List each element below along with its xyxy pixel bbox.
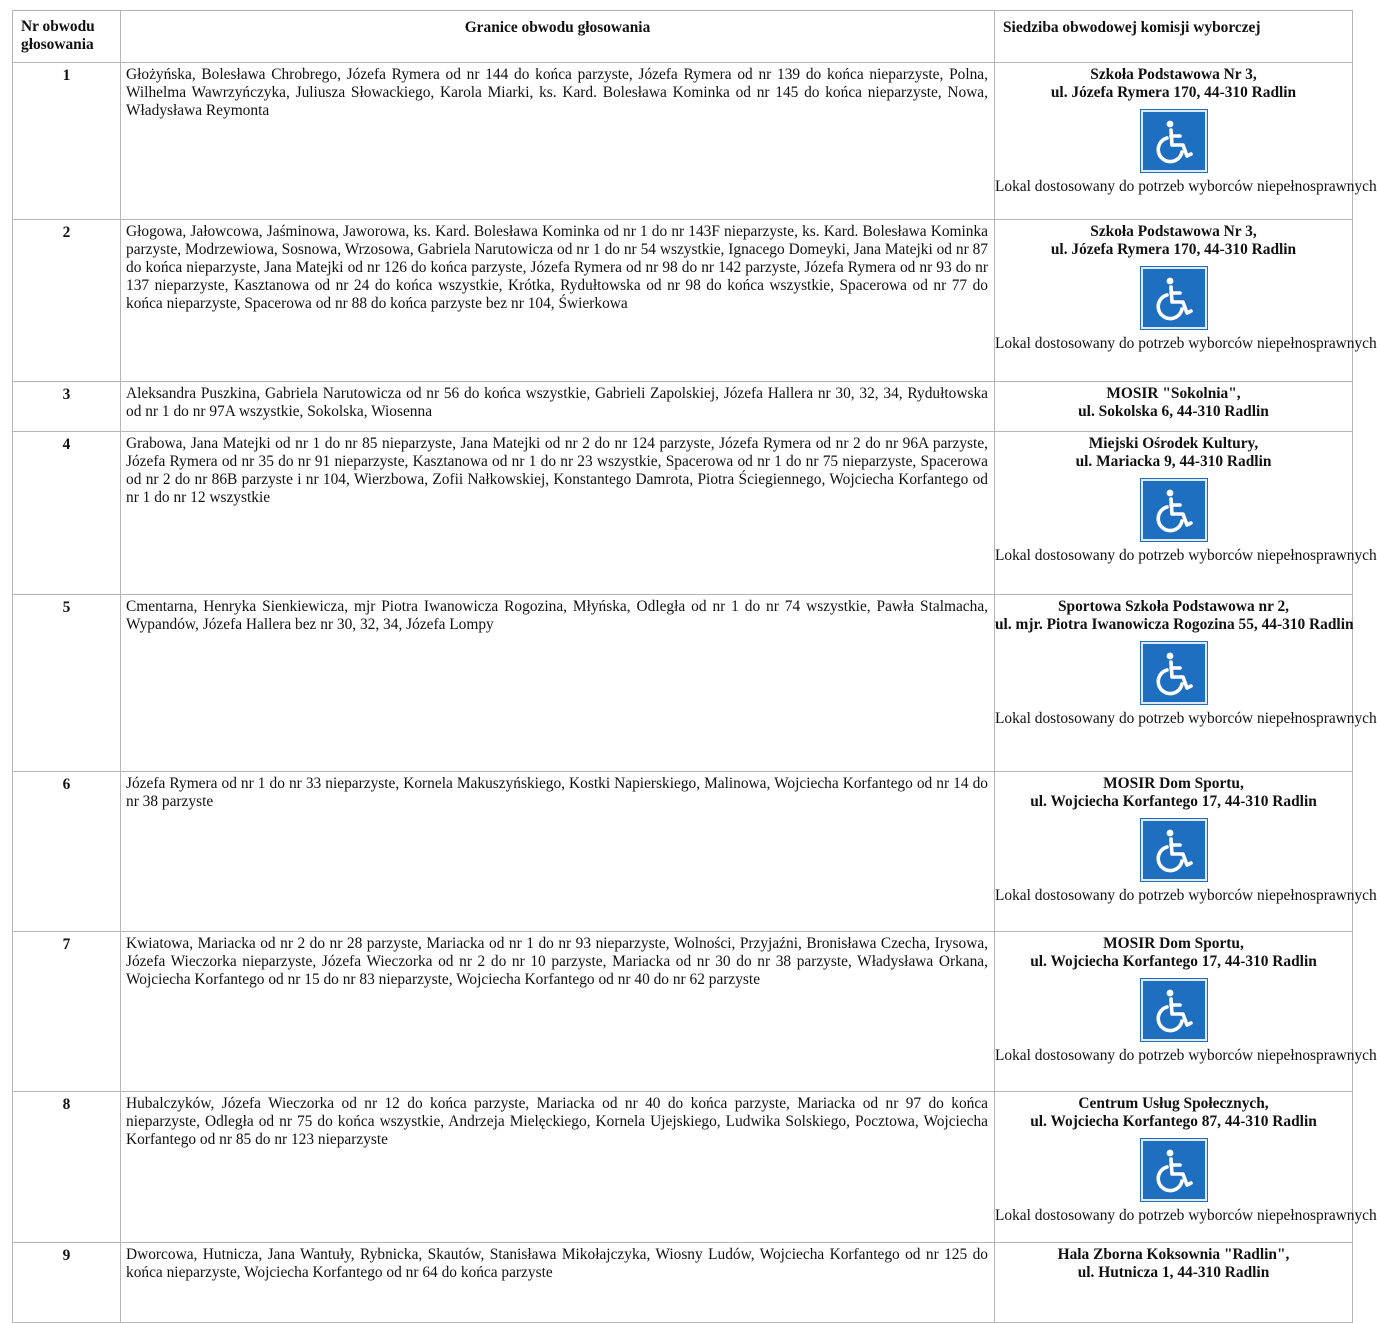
wheelchair-icon (1141, 110, 1207, 172)
table-row (13, 63, 1353, 220)
accessibility-note: Lokal dostosowany do potrzeb wyborców niepełnosprawnych (995, 178, 1377, 195)
district-number: 6 (13, 772, 121, 932)
district-number: 2 (13, 220, 121, 382)
location-address: ul. mjr. Piotra Iwanowicza Rogozina 55, 44-310 Radlin (995, 616, 1354, 633)
location-address: ul. Hutnicza 1, 44-310 Radlin (1077, 1264, 1270, 1281)
accessibility-note: Lokal dostosowany do potrzeb wyborców niepełnosprawnych (995, 1207, 1377, 1224)
location-name: MOSIR Dom Sportu, (1103, 935, 1244, 952)
district-boundaries: Grabowa, Jana Matejki od nr 1 do nr 85 nieparzyste, Jana Matejki od nr 2 do nr 124 parzyste, Józefa Rymera od nr 2 do nr 96A parzyste, Józefa Rymera od nr 35 do nr 91 nieparzyste, Kasztanowa od nr 1 do nr 23 wszystkie, Spacerowa od nr 1 do nr 75 nieparzyste, Spacerowa od nr 2 do nr 86B parzyste i nr 104, Wierzbowa, Zofii Nałkowskiej, Konstantego Damrota, Piotra Ściegiennego, Wojciecha Korfantego od nr 1 do nr 12 wszystkie (121, 432, 995, 595)
district-number: 5 (13, 595, 121, 772)
wheelchair-icon (1141, 1139, 1207, 1201)
district-number: 1 (13, 63, 121, 220)
location-name: MOSIR Dom Sportu, (1103, 775, 1244, 792)
voting-districts-document (12, 10, 1377, 1323)
voting-districts-table (12, 10, 1377, 1323)
location-name: Miejski Ośrodek Kultury, (1088, 435, 1259, 452)
wheelchair-icon (1141, 642, 1207, 704)
location-address: ul. Wojciecha Korfantego 17, 44-310 Radlin (1030, 793, 1317, 810)
district-boundaries: Hubalczyków, Józefa Wieczorka od nr 12 do końca parzyste, Mariacka od nr 40 do końca parzyste, Mariacka od nr 97 do końca nieparzyste, Odległa od nr 75 do końca wszystkie, Andrzeja Mielęckiego, Kornela Ujejskiego, Ludwika Solskiego, Pocztowa, Wojciecha Korfantego od nr 85 do nr 123 nieparzyste (121, 1092, 995, 1243)
district-boundaries: Głogowa, Jałowcowa, Jaśminowa, Jaworowa, ks. Kard. Bolesława Kominka od nr 1 do nr 143F nieparzyste, ks. Kard. Bolesława Kominka parzyste, Modrzewiowa, Sosnowa, Wrzosowa, Gabriela Narutowicza od nr 1 do nr 54 wszystkie, Ignacego Domeyki, Jana Matejki od nr 87 do końca nieparzyste, Jana Matejki od nr 126 do końca parzyste, Józefa Rymera od nr 98 do nr 142 parzyste, Józefa Rymera od nr 93 do nr 137 nieparzyste, Kasztanowa od nr 24 do końca wszystkie, Krótka, Rydułtowska od nr 98 do końca wszystkie, Spacerowa od nr 77 do końca nieparzyste, Spacerowa od nr 88 do końca parzyste bez nr 104, Świerkowa (121, 220, 995, 382)
district-number: 7 (13, 932, 121, 1092)
commission-location (995, 63, 1377, 220)
location-address: ul. Wojciecha Korfantego 17, 44-310 Radlin (1030, 953, 1317, 970)
district-boundaries: Głożyńska, Bolesława Chrobrego, Józefa Rymera od nr 144 do końca parzyste, Józefa Rymera od nr 139 do końca nieparzyste, Polna, Wilhelma Wawrzyńczyka, Juliusza Słowackiego, Karola Miarki, ks. Kard. Bolesława Kominka od nr 145 do końca nieparzyste, Nowa, Władysława Reymonta (121, 63, 995, 220)
location-address: ul. Wojciecha Korfantego 87, 44-310 Radlin (1030, 1113, 1317, 1130)
commission-location (995, 382, 1353, 432)
header-district-number: Nr obwodu głosowania (13, 11, 121, 63)
commission-location (995, 595, 1377, 772)
wheelchair-icon (1141, 979, 1207, 1041)
wheelchair-icon (1141, 819, 1207, 881)
location-name: Centrum Usług Społecznych, (1078, 1095, 1269, 1112)
accessibility-note: Lokal dostosowany do potrzeb wyborców niepełnosprawnych (995, 335, 1377, 352)
commission-location (995, 1092, 1377, 1243)
accessibility-note: Lokal dostosowany do potrzeb wyborców niepełnosprawnych (995, 710, 1377, 727)
commission-location (995, 220, 1377, 382)
table-row (13, 1092, 1353, 1243)
accessibility-note: Lokal dostosowany do potrzeb wyborców niepełnosprawnych (995, 547, 1377, 564)
district-boundaries: Cmentarna, Henryka Sienkiewicza, mjr Piotra Iwanowicza Rogozina, Młyńska, Odległa od nr 1 do nr 74 wszystkie, Pawła Stalmacha, Wypandów, Józefa Hallera bez nr 30, 32, 34, Józefa Lompy (121, 595, 995, 772)
commission-location (995, 1243, 1353, 1323)
location-address: ul. Mariacka 9, 44-310 Radlin (1075, 453, 1272, 470)
location-address: ul. Józefa Rymera 170, 44-310 Radlin (1050, 241, 1297, 258)
commission-location (995, 432, 1377, 595)
wheelchair-icon (1141, 479, 1207, 541)
district-number: 8 (13, 1092, 121, 1243)
district-boundaries: Dworcowa, Hutnicza, Jana Wantuły, Rybnicka, Skautów, Stanisława Mikołajczyka, Wiosny Ludów, Wojciecha Korfantego od nr 125 do końca nieparzyste, Wojciecha Korfantego od nr 64 do końca parzyste (121, 1243, 995, 1323)
commission-location (995, 932, 1377, 1092)
district-boundaries: Józefa Rymera od nr 1 do nr 33 nieparzyste, Kornela Makuszyńskiego, Kostki Napierskiego, Malinowa, Wojciecha Korfantego od nr 14 do nr 38 parzyste (121, 772, 995, 932)
wheelchair-icon (1141, 267, 1207, 329)
table-row (13, 432, 1353, 595)
location-address: ul. Sokolska 6, 44-310 Radlin (1078, 403, 1269, 420)
table-header-row (13, 11, 1353, 63)
district-number: 4 (13, 432, 121, 595)
district-boundaries: Aleksandra Puszkina, Gabriela Narutowicza od nr 56 do końca wszystkie, Gabrieli Zapolskiej, Józefa Hallera nr 30, 32, 34, Rydułtowska od nr 1 do nr 97A wszystkie, Sokolska, Wiosenna (121, 382, 995, 432)
location-name: Hala Zborna Koksownia "Radlin", (1057, 1246, 1290, 1263)
table-row (13, 932, 1353, 1092)
district-number: 3 (13, 382, 121, 432)
location-name: MOSIR "Sokolnia", (1106, 385, 1241, 402)
table-row (13, 1243, 1353, 1323)
table-row (13, 220, 1353, 382)
header-commission-location: Siedziba obwodowej komisji wyborczej (995, 11, 1353, 63)
commission-location (995, 772, 1377, 932)
table-row (13, 595, 1353, 772)
table-row (13, 772, 1353, 932)
district-number: 9 (13, 1243, 121, 1323)
accessibility-note: Lokal dostosowany do potrzeb wyborców niepełnosprawnych (995, 1047, 1377, 1064)
accessibility-note: Lokal dostosowany do potrzeb wyborców niepełnosprawnych (995, 887, 1377, 904)
district-boundaries: Kwiatowa, Mariacka od nr 2 do nr 28 parzyste, Mariacka od nr 1 do nr 93 nieparzyste, Wolności, Przyjaźni, Bronisława Czecha, Irysowa, Józefa Wieczorka nieparzyste, Józefa Wieczorka od nr 2 do nr 10 parzyste, Mariacka od nr 30 do nr 38 parzyste, Władysława Orkana, Wojciecha Korfantego od nr 15 do nr 83 nieparzyste, Wojciecha Korfantego od nr 40 do nr 62 parzyste (121, 932, 995, 1092)
table-row (13, 382, 1353, 432)
location-name: Sportowa Szkoła Podstawowa nr 2, (1057, 598, 1290, 615)
location-address: ul. Józefa Rymera 170, 44-310 Radlin (1050, 84, 1297, 101)
header-district-boundaries: Granice obwodu głosowania (121, 11, 995, 63)
location-name: Szkoła Podstawowa Nr 3, (1090, 66, 1257, 83)
location-name: Szkoła Podstawowa Nr 3, (1090, 223, 1257, 240)
